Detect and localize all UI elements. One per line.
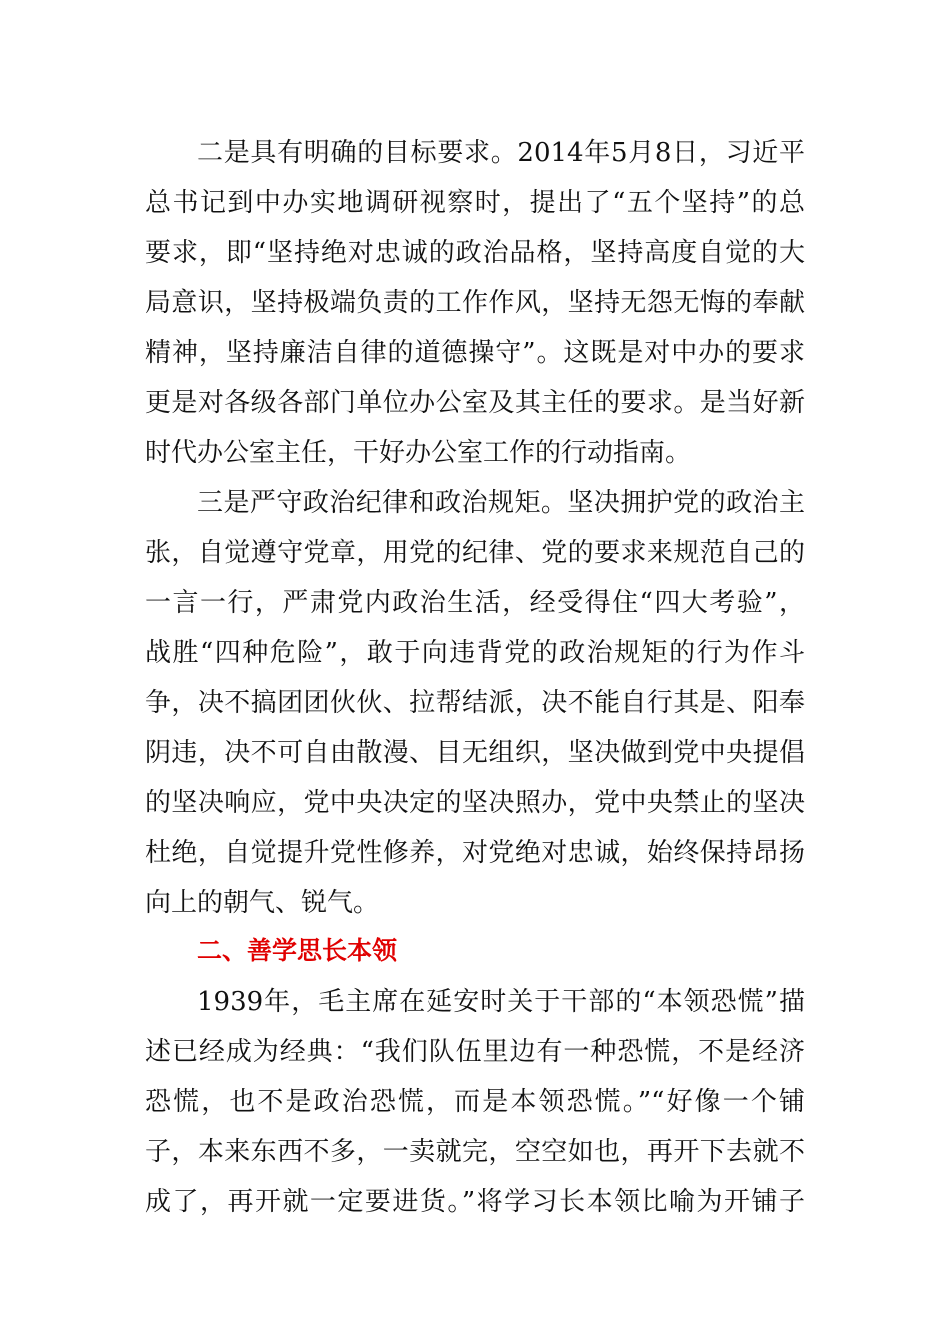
paragraph-1-line-3: 要求，即“坚持绝对忠诚的政治品格，坚持高度自觉的大 [145, 238, 805, 268]
paragraph-3-line-1: 1939年，毛主席在延安时关于干部的“本领恐慌”描 [197, 987, 805, 1017]
paragraph-3-line-5: 成了，再开就一定要进货。”将学习长本领比喻为开铺子 [145, 1187, 805, 1217]
paragraph-2-line-9: 向上的朝气、锐气。 [145, 888, 380, 918]
paragraph-1-line-6: 更是对各级各部门单位办公室及其主任的要求。是当好新 [145, 388, 805, 418]
paragraph-2-line-5: 争，决不搞团团伙伙、拉帮结派，决不能自行其是、阳奉 [145, 688, 805, 718]
paragraph-1-line-4: 局意识，坚持极端负责的工作作风，坚持无怨无悔的奉献 [145, 288, 805, 318]
paragraph-2-line-3: 一言一行，严肃党内政治生活，经受得住“四大考验”， [145, 588, 805, 618]
paragraph-1-line-1: 二是具有明确的目标要求。2014年5月8日，习近平 [197, 138, 805, 168]
paragraph-2-line-1: 三是严守政治纪律和政治规矩。坚决拥护党的政治主 [197, 488, 805, 518]
paragraph-2-line-6: 阴违，决不可自由散漫、目无组织，坚决做到党中央提倡 [145, 738, 805, 768]
paragraph-2-line-8: 杜绝，自觉提升党性修养，对党绝对忠诚，始终保持昂扬 [145, 838, 805, 868]
section-heading: 二、善学思长本领 [197, 936, 398, 965]
paragraph-1-line-2: 总书记到中办实地调研视察时，提出了“五个坚持”的总 [145, 188, 805, 218]
paragraph-1-line-5: 精神，坚持廉洁自律的道德操守”。这既是对中办的要求 [145, 338, 805, 368]
paragraph-2-line-4: 战胜“四种危险”，敢于向违背党的政治规矩的行为作斗 [145, 638, 805, 668]
paragraph-3-line-3: 恐慌，也不是政治恐慌，而是本领恐慌。”“好像一个铺 [145, 1087, 805, 1117]
paragraph-1-line-7: 时代办公室主任，干好办公室工作的行动指南。 [145, 438, 692, 468]
paragraph-2-line-2: 张，自觉遵守党章，用党的纪律、党的要求来规范自己的 [145, 538, 805, 568]
paragraph-2-line-7: 的坚决响应，党中央决定的坚决照办，党中央禁止的坚决 [145, 788, 805, 818]
paragraph-3-line-4: 子，本来东西不多，一卖就完，空空如也，再开下去就不 [145, 1137, 805, 1167]
paragraph-3-line-2: 述已经成为经典：“我们队伍里边有一种恐慌，不是经济 [145, 1037, 805, 1067]
